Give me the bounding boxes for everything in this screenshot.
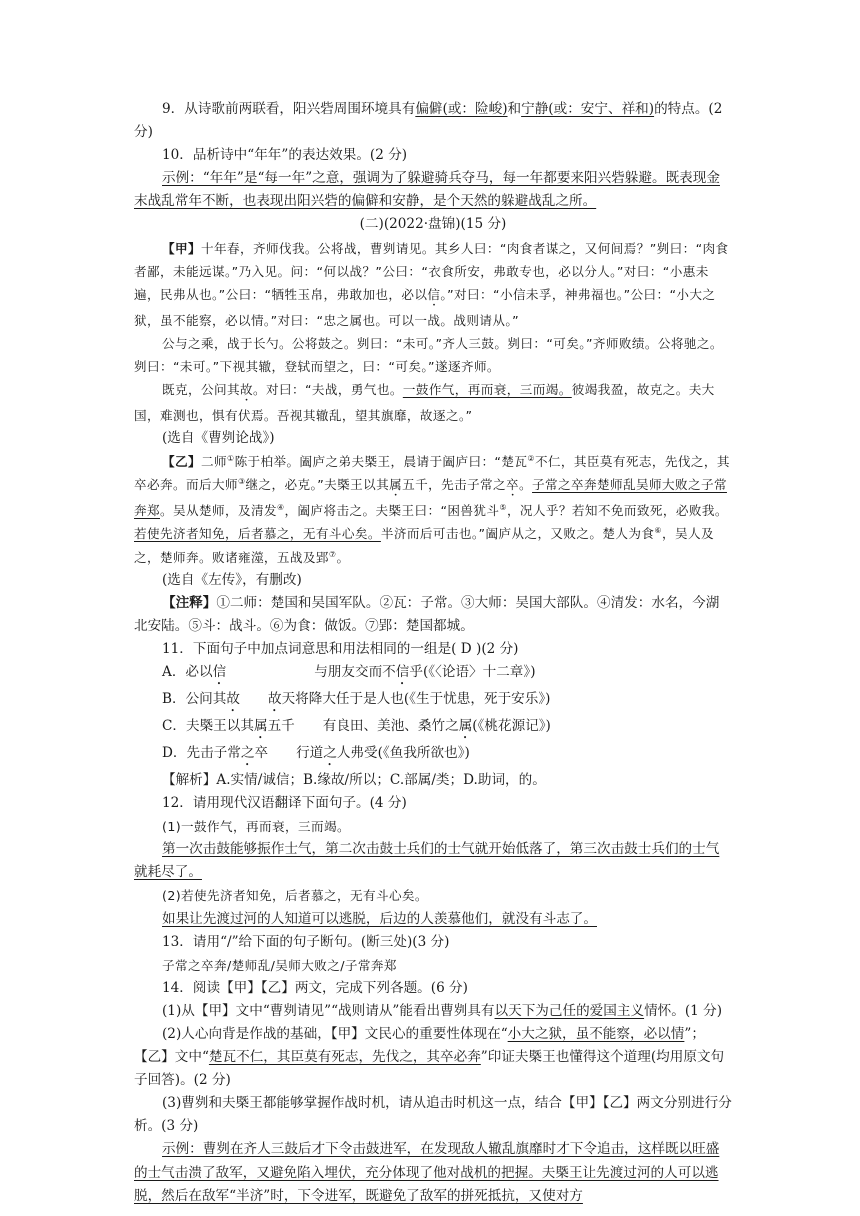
option-c-text-4: (《桃花源记》)	[472, 717, 551, 734]
underlined-sentence: 一鼓作气，再而衰，三而竭。	[402, 382, 572, 398]
question-14-part-2	[134, 1023, 732, 1092]
question-10-answer	[134, 167, 732, 213]
yi-text-i: ，况人乎？若知不免而致死，必败我。	[506, 503, 728, 519]
yi-text-b: 陈于柏举。阖庐之弟夫槩王，晨请于阖庐曰：“楚瓦	[234, 454, 528, 470]
section-heading: (二)(2022·盘锦)(15 分)	[359, 216, 507, 233]
question-9	[134, 98, 732, 144]
yi-text-h: ，阖庐将击之。夫槩王曰：“困兽犹斗	[284, 503, 500, 519]
question-14-stem: 14．阅读【甲】【乙】两文，完成下列各题。(6 分)	[162, 979, 468, 996]
question-10-stem: 10．品析诗中“年年”的表达效果。(2 分)	[162, 147, 408, 164]
notes-text: ①二师：楚国和吴国军队。②瓦：子常。③大师：吴国大部队。④清发：水名，今湖北安陆。⑤斗：战斗。⑥为食：做饭。⑦郢：楚国都城。	[134, 594, 720, 634]
question-14-part-3-answer	[134, 1138, 732, 1207]
question-13-stem: 13．请用“/”给下面的句子断句。(断三处)(3 分)	[162, 933, 450, 950]
q14-p1-answer: 以天下为己任的爱国主义	[494, 1002, 645, 1019]
q9-answer-1: 偏僻(或：险峻)	[415, 101, 508, 117]
yi-text-g: 。吴从楚师，及清发	[160, 503, 277, 519]
footnote-mark: ⑤	[499, 503, 507, 513]
option-d-text: D．先击子常	[162, 744, 241, 761]
jia-p1-text-a: 十年春，齐师伐我。公将战，曹刿请见。其乡人曰：“肉食者谋之，又何间焉？”刿曰：“肉食者鄙，未能远谋。”乃入见。问：“何以战？”公曰：“衣食所安，弗敢专也，必以分人。”对曰：“小惠未遍，民弗从也。”公曰：“牺牲玉帛，弗敢加也，必以	[134, 240, 729, 302]
yi-text-c: 不仁，其臣莫有死志，先伐之，其卒必奔。而后大师	[134, 454, 730, 493]
option-b-text-2: 天将降大任于是人也(《生于忧患，死于安乐》)	[281, 690, 551, 707]
passage-jia-p3	[134, 378, 732, 427]
q14-p1-text: (1)从【甲】文中“曹刿请见”“战则请从”能看出曹刿具有	[162, 1002, 495, 1019]
passage-jia-p1	[134, 237, 732, 332]
option-d-text-4: 人弗受(《鱼我所欲也》)	[336, 744, 470, 761]
yi-text-a: 二师	[200, 454, 227, 470]
question-12-answer-2	[134, 908, 732, 931]
yi-text-j: 半济而后可击也。”阖庐从之，又败之。楚人为食	[380, 526, 655, 542]
option-c-text: C．夫槩王以其	[162, 717, 254, 734]
passage-jia-p2: 公与之乘，战于长勺。公将鼓之。刿曰：“未可。”齐人三鼓。刿曰：“可矣。”齐师败绩。公将驰之。刿曰：“未可。”下视其辙，登轼而望之，曰：“可矣。”遂逐齐师。	[134, 335, 723, 374]
option-a-text: A．必以	[162, 663, 213, 680]
document-page	[134, 98, 732, 1208]
question-11-analysis: 【解析】A.实情/诚信；B.缘故/所以；C.部属/类；D.助词，的。	[162, 771, 546, 788]
option-c-text-2: 五千	[267, 717, 295, 734]
passage-jia-source: (选自《曹刿论战》)	[162, 430, 275, 447]
option-a-text-2: 与朋友交而不	[314, 663, 396, 680]
passage-yi	[134, 450, 732, 568]
dotted-word: 信	[212, 663, 227, 680]
footnote-mark: ①	[226, 454, 235, 464]
q9-answer-2: 宁静(或：安宁、祥和)	[521, 101, 655, 117]
question-13-answer: 子常之卒奔/楚师乱/吴师大败之/子常奔郑	[162, 957, 397, 973]
question-12-sentence-1: (1)一鼓作气，再而衰，三而竭。	[162, 819, 350, 835]
option-d-text-3: 行道	[296, 744, 324, 761]
dotted-word: 属	[389, 477, 403, 493]
yi-text-l: 。	[336, 549, 350, 565]
dotted-word: 故	[226, 690, 240, 707]
q14-p2-answer-1: 小大之狱，虽不能察，必以情	[507, 1026, 685, 1042]
footnote-mark: ②	[527, 454, 535, 464]
dotted-word: 属	[253, 717, 268, 734]
question-11-option-a	[134, 661, 732, 688]
q12-answer-1-text: 第一次击鼓能够振作士气，第二次击鼓士兵们的士气就开始低落了，第三次击鼓士兵们的士气就耗尽了。	[134, 841, 720, 881]
question-11-option-b	[134, 688, 732, 715]
yi-text-f: 。	[519, 477, 533, 493]
notes-tag: 【注释】	[162, 594, 217, 611]
question-14-part-3: (3)曹刿和夫槩王都能够掌握作战时机，请从追击时机这一点，结合【甲】【乙】两文分别进行分析。(3 分)	[134, 1095, 732, 1135]
jia-p1-text-b: 。”对曰：“小信未孚，神弗福也。”公曰：“小大之狱，虽不能察，必以情。”对曰：“忠之属也。可以一战。战则请从。”	[134, 286, 716, 328]
yi-text-e: 五千，先击子常之	[402, 477, 507, 493]
underlined-sentence: 若使先济者知免，后者慕之，无有斗心矣。	[134, 526, 381, 542]
question-12-sentence-2: (2)若使先济者知免，后者慕之，无有斗心矣。	[162, 888, 428, 904]
q14-p2-text: (2)人心向背是作战的基础，【甲】文民心的重要性体现在“	[162, 1026, 508, 1042]
q14-p3-answer-text: 示例：曹刿在齐人三鼓后才下令击鼓进军，在发现敌人辙乱旗靡时才下令追击，这样既以旺盛的士气击溃了敌军，又避免陷入埋伏，充分体现了他对战机的把握。夫槩王让先渡过河的人可以逃脱，然后在敌军“半济”时，下令进军，既避免了敌军的拼死抵抗，又使对方	[134, 1141, 720, 1204]
q10-answer-text: 示例：“年年”是“每一年”之意，强调为了躲避骑兵夺马，每一年都要来阳兴砦躲避。既表现金末战乱常年不断，也表现出阳兴砦的偏僻和安静，是个天然的躲避战乱之所。	[134, 170, 720, 210]
option-b-text: B．公问其	[162, 690, 227, 707]
notes	[134, 592, 732, 638]
dotted-word: 故	[267, 690, 282, 707]
footnote-mark: ⑦	[328, 549, 337, 559]
passage-jia-tag: 【甲】	[162, 240, 201, 256]
passage-yi-tag: 【乙】	[162, 454, 201, 470]
q9-text: 9．从诗歌前两联看，阳兴砦周围环境具有	[162, 101, 416, 117]
dotted-word: 故	[239, 382, 253, 398]
option-a-text-3: 乎(《〈论语〉十二章》)	[409, 663, 536, 680]
jia-p3-text-b: 。对曰：“夫战，勇气也。	[252, 382, 403, 398]
underlined-sentence: 子常之卒奔楚师乱吴师大败之子常奔郑	[134, 477, 727, 519]
q14-p1-text-end: 情怀。(1 分)	[644, 1002, 723, 1019]
dotted-word: 之	[323, 744, 337, 761]
option-c-text-3: 有良田、美池、桑竹之	[322, 717, 459, 734]
footnote-mark: ③	[237, 477, 246, 487]
question-12-answer-1	[134, 838, 732, 884]
question-14-part-1	[134, 1000, 732, 1023]
option-d-text-2: 卒	[254, 744, 269, 761]
dotted-word: 信	[395, 663, 410, 680]
q14-p2-answer-2: 楚瓦不仁，其臣莫有死志，先伐之，其卒必奔	[208, 1049, 481, 1066]
dotted-word: 信	[427, 286, 441, 302]
question-11-option-d	[134, 742, 732, 769]
question-12-stem: 12．请用现代汉语翻译下面句子。(4 分)	[162, 795, 407, 812]
yi-text-k: ，吴人及之，楚师奔。败诸雍澨，五战及郢	[134, 526, 714, 565]
passage-yi-source: (选自《左传》，有删改)	[162, 571, 302, 588]
jia-p3-text-c: 彼竭我盈，故克之。夫大国，难测也，惧有伏焉。吾视其辙乱，望其旗靡，故逐之。”	[134, 382, 715, 424]
q12-answer-2-text: 如果让先渡过河的人知道可以逃脱，后边的人羡慕他们，就没有斗志了。	[162, 910, 597, 927]
q9-text-and: 和	[507, 101, 522, 117]
yi-text-d: 继之，必克。”夫槩王以其	[245, 477, 390, 493]
q14-p2-text-end: ”印证夫槩王也懂得这个道理(均用原文句子回答)。(2 分)	[134, 1049, 725, 1089]
dotted-word: 之	[240, 744, 255, 761]
dotted-word: 属	[458, 717, 473, 734]
question-11-stem: 11．下面句子中加点词意思和用法相同的一组是( D )(2 分)	[162, 640, 519, 657]
jia-p3-text-a: 既克，公问其	[162, 382, 240, 398]
q9-text-end: 的特点。(2 分)	[134, 101, 723, 141]
footnote-mark: ④	[276, 503, 285, 513]
q14-p2-text-mid: ”；【乙】文中“	[134, 1026, 705, 1066]
footnote-mark: ⑥	[654, 526, 662, 536]
dotted-word: 卒	[506, 477, 520, 493]
question-11-option-c	[134, 715, 732, 742]
